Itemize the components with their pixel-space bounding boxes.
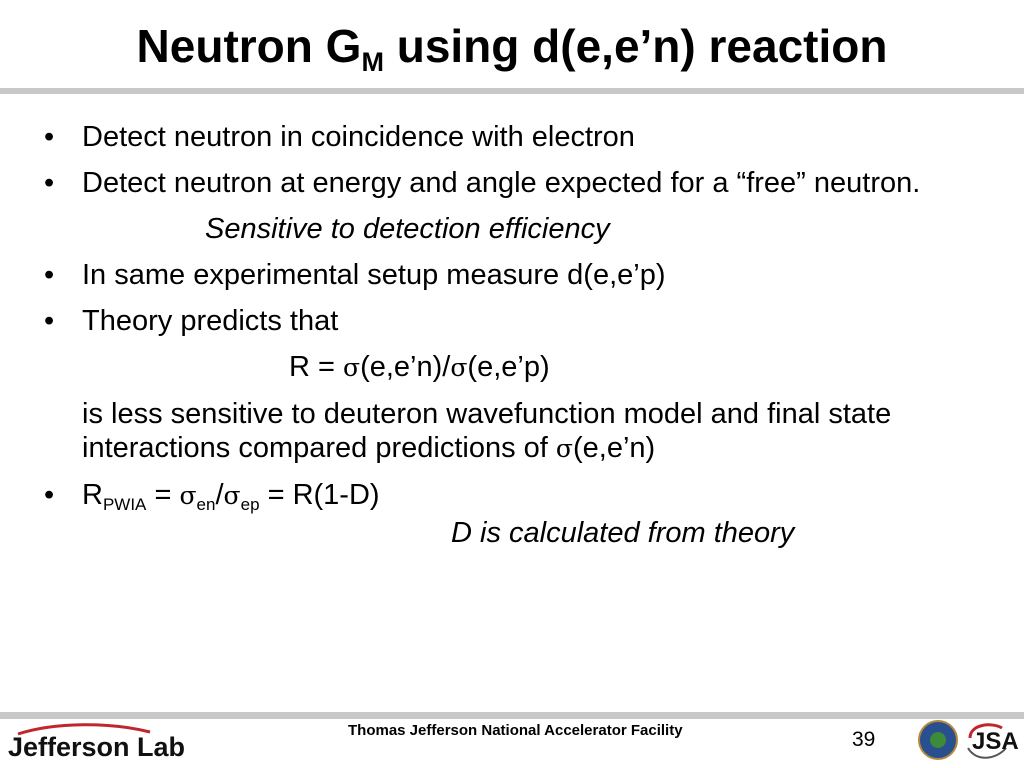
bullet-text: In same experimental setup measure d(e,e’p) xyxy=(82,259,666,291)
sigma-symbol: σ xyxy=(555,434,573,463)
bullet-marker: • xyxy=(44,121,55,153)
footer-org: Thomas Jefferson National Accelerator Facility xyxy=(348,722,683,739)
slide-body xyxy=(44,120,984,550)
bullet-item xyxy=(44,258,984,292)
en-subscript: en xyxy=(196,495,216,514)
bullet-marker: • xyxy=(44,479,55,511)
paragraph-text: is less sensitive to deuteron wavefunction model and final state interactions compared predictions of xyxy=(82,398,892,464)
bullet-text: Detect neutron at energy and angle expected for a “free” neutron. xyxy=(82,167,921,199)
pwia-formula xyxy=(82,479,380,514)
sigma-symbol: σ xyxy=(450,353,468,382)
bullet-item xyxy=(44,478,984,513)
bullet-marker: • xyxy=(44,305,55,337)
ratio-lhs: R = xyxy=(289,351,343,383)
note-sensitive: Sensitive to detection efficiency xyxy=(205,213,610,245)
note-theory: D is calculated from theory xyxy=(451,517,795,549)
pwia-subscript: PWIA xyxy=(102,495,147,514)
page-number: 39 xyxy=(852,728,876,751)
ep-subscript: ep xyxy=(240,495,260,514)
title-main: Neutron G xyxy=(136,20,362,72)
logo-text: Jefferson Lab xyxy=(8,732,186,762)
ratio-numerator: (e,e’n)/ xyxy=(360,351,451,383)
slide-title xyxy=(0,18,1024,77)
paragraph-tail: (e,e’n) xyxy=(573,432,656,464)
bullet-item xyxy=(44,304,984,338)
jefferson-lab-logo xyxy=(0,720,186,766)
footer-divider xyxy=(0,712,1024,719)
doe-seal-icon xyxy=(918,720,958,760)
sigma-symbol: σ xyxy=(179,481,197,510)
ratio-equation xyxy=(44,350,984,385)
formula-tail: = R(1-D) xyxy=(259,479,380,511)
bullet-item xyxy=(44,166,984,200)
division-slash: / xyxy=(215,479,224,511)
bullet-marker: • xyxy=(44,167,55,199)
bullet-marker: • xyxy=(44,259,55,291)
title-subscript: M xyxy=(361,47,384,77)
r-symbol: R xyxy=(82,479,103,511)
sigma-symbol: σ xyxy=(223,481,241,510)
jsa-logo xyxy=(962,718,1024,766)
bullet-text: Detect neutron in coincidence with electron xyxy=(82,121,635,153)
jsa-text: JSA xyxy=(972,728,1019,755)
title-rest: using d(e,e’n) reaction xyxy=(383,20,888,72)
bullet-item xyxy=(44,120,984,154)
title-divider xyxy=(0,88,1024,94)
sigma-symbol: σ xyxy=(343,353,361,382)
explanation-paragraph xyxy=(44,397,984,466)
equals-sign: = xyxy=(146,479,180,511)
ratio-denominator: (e,e’p) xyxy=(467,351,550,383)
bullet-text: Theory predicts that xyxy=(82,305,339,337)
